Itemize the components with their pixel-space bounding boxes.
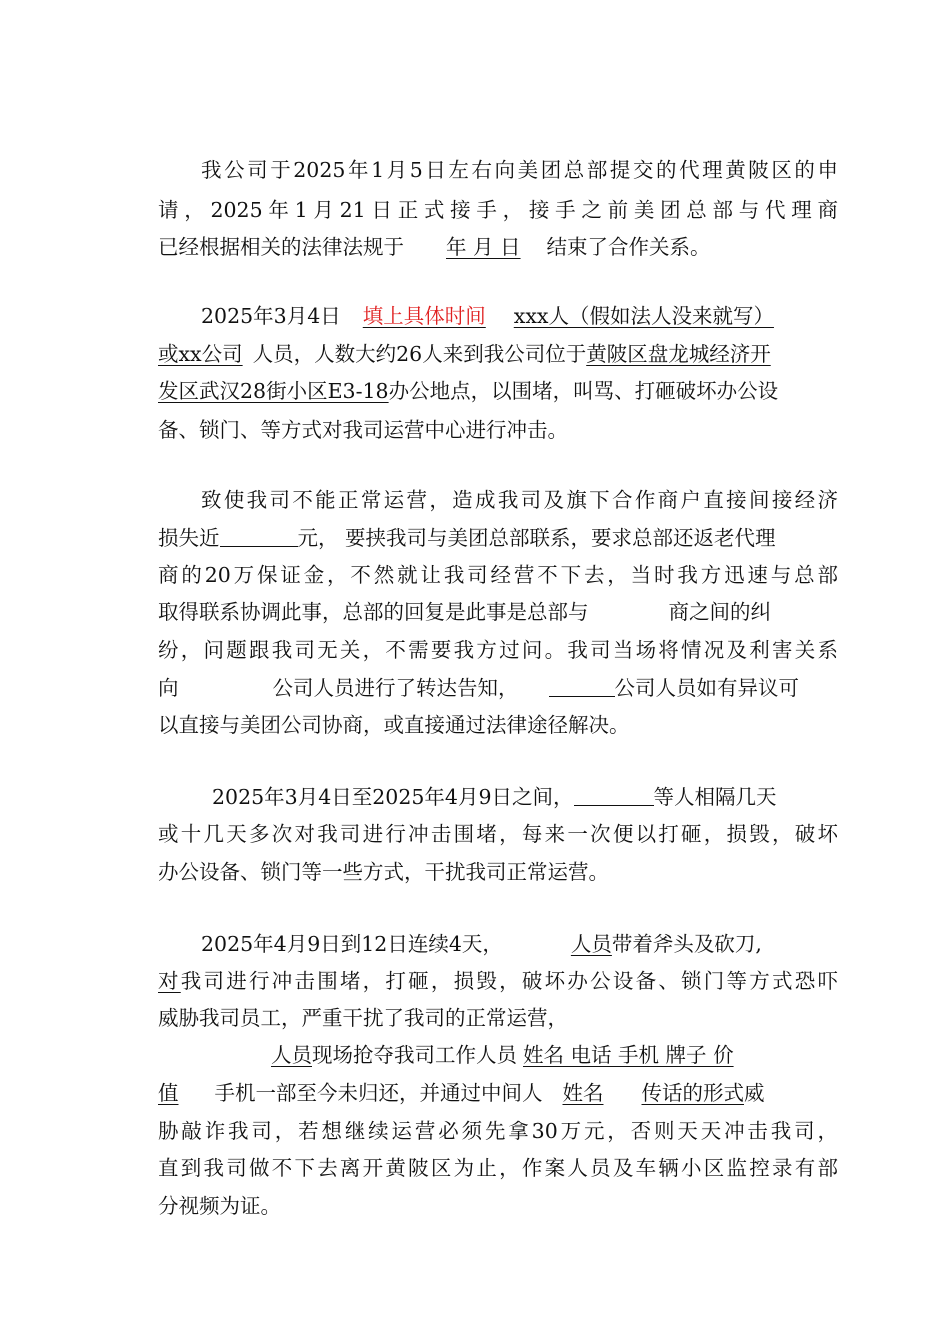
p3-line-6: 向 公司人员进行了转达告知， 公司人员如有异议可	[158, 670, 838, 706]
p3-line-3: 商的20万保证金，不然就让我司经营不下去，当时我方迅速与总部	[158, 563, 838, 587]
p4-line-2: 或十几天多次对我司进行冲击围堵，每来一次便以打砸，损毁，破坏	[158, 822, 838, 846]
p5-line-6: 胁敲诈我司，若想继续运营必须先拿30万元，否则天天冲击我司，	[158, 1119, 838, 1143]
p4-line-3: 办公设备、锁门等一些方式，干扰我司正常运营。	[158, 860, 609, 884]
personnel-blank: 人员	[570, 932, 612, 956]
p5-line-3: 威胁我司员工，严重干扰了我司的正常运营，	[158, 1006, 568, 1030]
p4-line-1: 2025年3月4日至2025年4月9日之间， 等人相隔几天	[212, 779, 838, 815]
p3-line-7: 以直接与美团公司协商，或直接通过法律途径解决。	[158, 713, 630, 737]
p1-line-3: 已经根据相关的法律法规于 年 月 日 结束了合作关系。	[158, 235, 711, 259]
p3-line-1: 致使我司不能正常运营，造成我司及旗下合作商户直接间接经济	[201, 488, 838, 512]
p5-line-2: 对我司进行冲击围堵，打砸，损毁，破坏办公设备、锁门等方式恐吓	[158, 969, 839, 993]
p2-line-3: 发区武汉28街小区E3-18办公地点，以围堵，叫骂、打砸破坏办公设	[158, 379, 779, 403]
value-blank: 值	[158, 1081, 179, 1105]
amount-blank	[220, 520, 298, 547]
company-blank	[549, 670, 615, 697]
company-placeholder: 或xx公司	[158, 342, 243, 366]
p2-line-4: 备、锁门、等方式对我司运营中心进行冲击。	[158, 418, 568, 442]
p5-line-4: 人员现场抢夺我司工作人员 姓名 电话 手机 牌子 价	[201, 1037, 838, 1073]
personnel-blank-2: 人员	[271, 1043, 312, 1067]
p1-line-1: 我公司于2025年1月5日左右向美团总部提交的代理黄陂区的申	[201, 158, 838, 182]
p3-line-2: 损失近 元， 要挟我司与美团总部联系，要求总部还返老代理	[158, 520, 838, 556]
date-blank: 年 月 日	[446, 235, 521, 259]
p2-line-1: 2025年3月4日 填上具体时间 xxx人（假如法人没来就写）	[201, 304, 774, 328]
time-placeholder: 填上具体时间	[362, 304, 486, 328]
p5-line-7: 直到我司做不下去离开黄陂区为止，作案人员及车辆小区监控录有部	[158, 1156, 838, 1180]
person-placeholder: xxx人（假如法人没来就写）	[513, 304, 774, 328]
p1-line-2: 请，2025年1月21日正式接手，接手之前美团总部与代理商	[158, 198, 838, 222]
victim-info-blank: 姓名 电话 手机 牌子 价	[523, 1043, 734, 1067]
p5-line-5: 值 手机一部至今未归还，并通过中间人 姓名 传话的形式威	[158, 1081, 765, 1105]
person-blank	[574, 779, 654, 806]
p3-line-5: 纷，问题跟我司无关，不需要我方过问。我司当场将情况及利害关系	[158, 638, 838, 662]
p3-line-4: 取得联系协调此事，总部的回复是此事是总部与 商之间的纠	[158, 600, 771, 624]
p5-line-8: 分视频为证。	[158, 1194, 281, 1218]
p5-line-1: 2025年4月9日到12日连续4天， 人员带着斧头及砍刀,	[201, 932, 762, 956]
p2-line-2: 或xx公司 人员，人数大约26人来到我公司位于黄陂区盘龙城经济开	[158, 342, 771, 366]
intermediary-blank: 姓名	[562, 1081, 604, 1105]
